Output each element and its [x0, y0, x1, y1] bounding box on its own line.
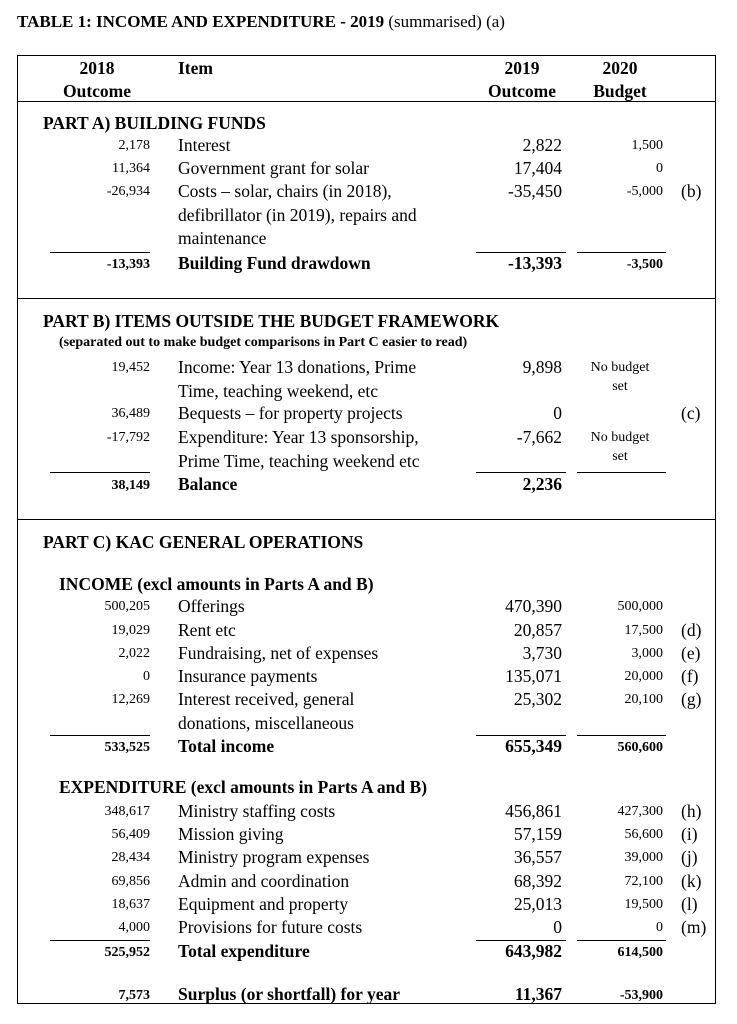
value-2020: 17,500	[624, 623, 663, 638]
value-2020: 500,000	[617, 599, 663, 614]
table-title-bold: TABLE 1: INCOME AND EXPENDITURE - 2019	[17, 12, 385, 31]
note-ref: (b)	[681, 181, 702, 201]
item-label: Expenditure: Year 13 sponsorship,	[178, 427, 419, 447]
total-label: Total income	[178, 736, 275, 756]
item-label: Ministry staffing costs	[178, 801, 336, 821]
value-2019: 3,730	[522, 643, 562, 663]
part-b-title: PART B) ITEMS OUTSIDE THE BUDGET FRAMEWORK	[43, 311, 500, 331]
total-label: Building Fund drawdown	[178, 253, 371, 273]
value-2019: 456,861	[505, 801, 562, 821]
value-2019: 25,302	[513, 689, 562, 709]
value-2018: 12,269	[111, 692, 150, 707]
value-2020: No budget	[590, 430, 650, 445]
table-title-suffix: (summarised) (a)	[384, 12, 505, 31]
total-2020: -3,500	[626, 257, 663, 272]
value-2019: 0	[553, 917, 562, 937]
value-2019: 20,857	[513, 620, 562, 640]
total-2018: 525,952	[104, 945, 150, 960]
subtotal-rule	[50, 252, 150, 253]
item-label: Mission giving	[178, 824, 284, 844]
subtotal-rule	[577, 735, 666, 736]
part-a-title: PART A) BUILDING FUNDS	[43, 113, 266, 133]
item-label: Insurance payments	[178, 666, 318, 686]
total-2020: 614,500	[617, 945, 663, 960]
subtotal-rule	[50, 472, 150, 473]
note-ref: (k)	[681, 871, 702, 891]
value-2020: 56,600	[624, 827, 663, 842]
value-2020: 20,000	[624, 669, 663, 684]
header-2018	[52, 57, 142, 103]
subtotal-rule	[50, 735, 150, 736]
value-2018: -17,792	[106, 430, 150, 445]
value-2018: 28,434	[111, 850, 150, 865]
total-2018: -13,393	[106, 257, 150, 272]
value-2018: 36,489	[111, 406, 150, 421]
total-2019: 643,982	[505, 941, 562, 961]
income-heading: INCOME (excl amounts in Parts A and B)	[59, 574, 374, 594]
value-2018: 0	[143, 669, 150, 684]
header-2018-year: 2018	[79, 58, 115, 78]
header-2019-year: 2019	[504, 58, 540, 78]
note-ref: (l)	[681, 894, 698, 914]
item-label: Government grant for solar	[178, 158, 369, 178]
value-2020: 20,100	[624, 692, 663, 707]
value-2020: No budget	[590, 360, 650, 375]
value-2019: 0	[553, 403, 562, 423]
header-item: Item	[178, 58, 213, 78]
note-ref: (g)	[681, 689, 702, 709]
value-2020: -5,000	[626, 184, 663, 199]
item-label: Provisions for future costs	[178, 917, 363, 937]
header-2018-label: Outcome	[62, 81, 132, 101]
value-2019: 25,013	[513, 894, 562, 914]
item-label: Ministry program expenses	[178, 847, 370, 867]
item-label: Income: Year 13 donations, Prime	[178, 357, 417, 377]
value-2019: 57,159	[513, 824, 562, 844]
value-2020: 39,000	[624, 850, 663, 865]
header-2020-label: Budget	[593, 81, 647, 101]
value-2020: set	[612, 379, 628, 394]
value-2020: 19,500	[624, 897, 663, 912]
expenditure-heading: EXPENDITURE (excl amounts in Parts A and B)	[59, 777, 428, 797]
note-ref: (m)	[681, 917, 707, 937]
total-2020: -53,900	[619, 988, 663, 1003]
header-2020-year: 2020	[602, 58, 638, 78]
value-2019: 17,404	[513, 158, 562, 178]
value-2020: 427,300	[617, 804, 663, 819]
total-2019: 2,236	[522, 474, 562, 494]
value-2020: 3,000	[631, 646, 663, 661]
item-label: defibrillator (in 2019), repairs and	[178, 204, 417, 225]
item-label: maintenance	[178, 228, 267, 248]
part-a-divider	[17, 298, 716, 299]
item-label: Fundraising, net of expenses	[178, 643, 379, 663]
value-2018: 2,178	[118, 138, 150, 153]
subtotal-rule	[577, 252, 666, 253]
item-label: Prime Time, teaching weekend etc	[178, 450, 420, 471]
total-label: Surplus (or shortfall) for year	[178, 984, 400, 1004]
value-2019: 470,390	[505, 596, 562, 616]
note-ref: (e)	[681, 643, 701, 663]
total-2019: -13,393	[508, 253, 562, 273]
note-ref: (i)	[681, 824, 698, 844]
value-2019: 9,898	[522, 357, 562, 377]
value-2018: 18,637	[111, 897, 150, 912]
item-label: Interest received, general	[178, 689, 355, 709]
item-label: donations, miscellaneous	[178, 712, 354, 733]
total-label: Balance	[178, 474, 238, 494]
value-2018: 11,364	[112, 161, 150, 176]
item-label: Costs – solar, chairs (in 2018),	[178, 181, 392, 201]
note-ref: (d)	[681, 620, 702, 640]
value-2018: 56,409	[111, 827, 150, 842]
value-2019: 135,071	[505, 666, 562, 686]
value-2020: 0	[656, 920, 663, 935]
total-2019: 11,367	[514, 984, 562, 1004]
value-2018: -26,934	[106, 184, 150, 199]
item-label: Admin and coordination	[178, 871, 350, 891]
note-ref: (j)	[681, 847, 698, 867]
value-2018: 2,022	[118, 646, 150, 661]
item-label: Time, teaching weekend, etc	[178, 380, 379, 401]
value-2020: 0	[656, 161, 663, 176]
item-label: Rent etc	[178, 620, 236, 640]
subtotal-rule	[476, 472, 566, 473]
header-2020	[578, 57, 662, 103]
value-2019: -7,662	[516, 427, 562, 447]
total-label: Total expenditure	[178, 941, 310, 961]
total-2018: 7,573	[118, 988, 150, 1003]
table-title	[17, 12, 505, 32]
value-2020: 72,100	[624, 874, 663, 889]
note-ref: (f)	[681, 666, 699, 686]
item-label: Offerings	[178, 596, 245, 616]
item-label: Interest	[178, 135, 231, 155]
value-2020: set	[612, 449, 628, 464]
value-2018: 19,452	[111, 360, 150, 375]
item-label: Equipment and property	[178, 894, 349, 914]
part-c-title: PART C) KAC GENERAL OPERATIONS	[43, 532, 364, 552]
value-2020: 1,500	[631, 138, 663, 153]
value-2018: 69,856	[111, 874, 150, 889]
part-b-divider	[17, 519, 716, 520]
note-ref: (h)	[681, 801, 702, 821]
header-2019	[476, 57, 568, 103]
subtotal-rule	[577, 940, 666, 941]
value-2018: 348,617	[104, 804, 150, 819]
part-b-subtitle: (separated out to make budget comparisons in Part C easier to read)	[59, 335, 468, 350]
header-2019-label: Outcome	[487, 81, 557, 101]
subtotal-rule	[577, 472, 666, 473]
total-2020: 560,600	[617, 740, 663, 755]
value-2018: 19,029	[111, 623, 150, 638]
value-2019: 68,392	[513, 871, 562, 891]
total-2018: 533,525	[104, 740, 150, 755]
value-2019: 36,557	[513, 847, 562, 867]
value-2018: 500,205	[104, 599, 150, 614]
value-2019: 2,822	[522, 135, 562, 155]
total-2018: 38,149	[111, 478, 150, 493]
subtotal-rule	[50, 940, 150, 941]
total-2019: 655,349	[505, 736, 562, 756]
item-label: Bequests – for property projects	[178, 403, 403, 423]
value-2018: 4,000	[118, 920, 150, 935]
note-ref: (c)	[681, 403, 701, 423]
value-2019: -35,450	[508, 181, 562, 201]
